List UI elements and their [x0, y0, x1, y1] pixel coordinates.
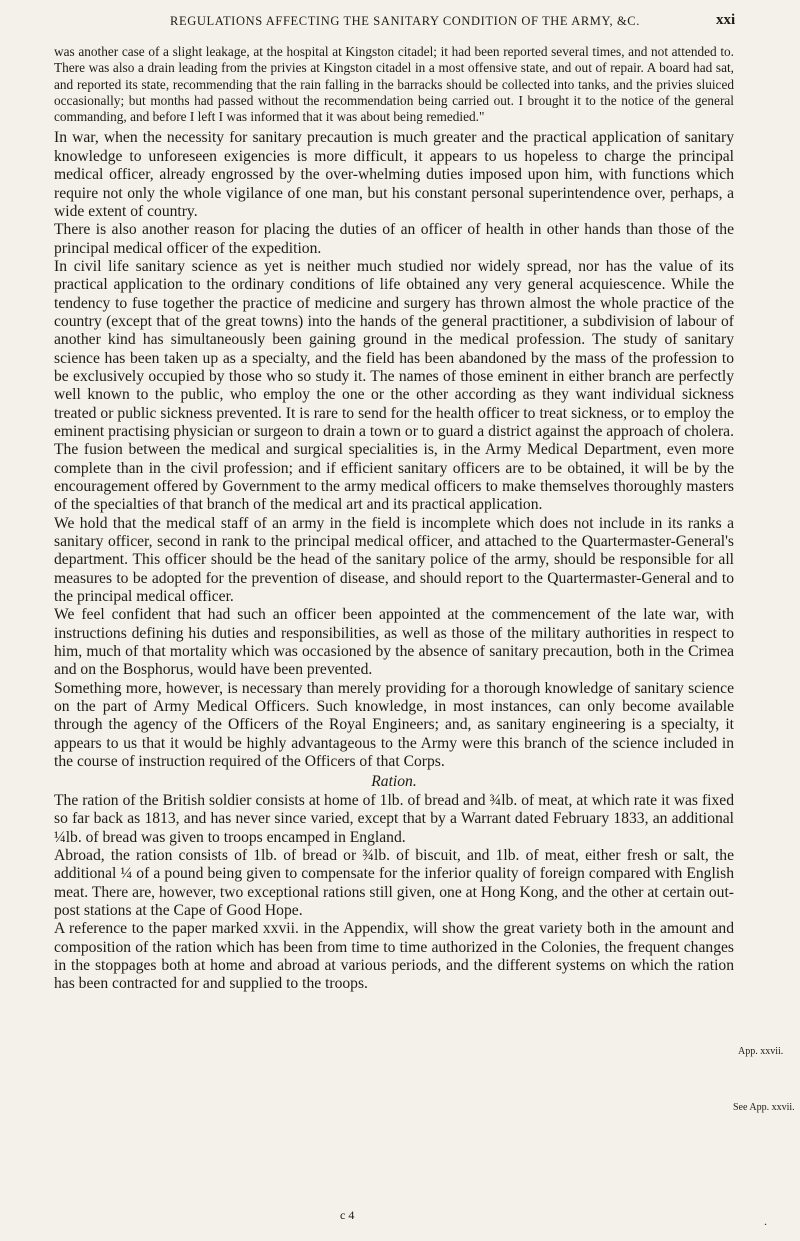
- paragraph-late-war: We feel confident that had such an officer been appointed at the commencement of the late war, with instructions defining his duties and responsibilities, as well as those of the military authorities in respect to him, much of that mortality which was occasioned by the absence of sanitary precaution, both in the Crimea and on the Bosphorus, would have been prevented.: [54, 606, 734, 679]
- stray-dot: .: [764, 1214, 767, 1228]
- paragraph-ration-home: The ration of the British soldier consists at home of 1lb. of bread and ¾lb. of meat, at which rate it was fixed so far back as 1813, and has never since varied, except that by a Warrant dated February 1833, an additional ¼lb. of bread was given to troops encamped in England.: [54, 791, 734, 846]
- margin-note-see-appendix: See App. xxvii.: [733, 1102, 795, 1113]
- margin-note-appendix: App. xxvii.: [738, 1046, 784, 1057]
- page-number: xxi: [716, 12, 736, 28]
- quoted-testimony: was another case of a slight leakage, at the hospital at Kingston citadel; it had been reported several times, and not attended to. There was also a drain leading from the privies at Kingston citadel in a most offensive state, and out of repair. A board had sat, and reported its state, recommending that the rain falling in the barracks should be collected into tanks, and the privies sluiced occasionally; but months had passed without the recommendation being carried out. I brought it to the notice of the general commanding, and before I left I was informed that it was about being remedied.": [54, 44, 734, 125]
- paragraph-fusion: The fusion between the medical and surgical specialities is, in the Army Medical Department, even more complete than in the civil profession; and if efficient sanitary officers are to be obtained, it will be by the encouragement offered by Government to the army medical officers to make themselves thoroughly masters of the specialties of that branch of the medical art and its practical application.: [54, 441, 734, 514]
- section-heading-ration: Ration.: [371, 772, 417, 790]
- paragraph-royal-engineers: Something more, however, is necessary than merely providing for a thorough knowledge of sanitary science on the part of Army Medical Officers. Such knowledge, in most instances, can only become available through the agency of the Officers of the Royal Engineers; and, as sanitary engineering is a specialty, it appears to us that it would be highly advantageous to the Army were this branch of the science included in the course of instruction required of the Officers of that Corps.: [54, 679, 734, 771]
- body-text: [54, 44, 734, 994]
- signature-mark: c 4: [340, 1208, 355, 1222]
- paragraph-ration-appendix: A reference to the paper marked xxvii. in the Appendix, will show the great variety both in the amount and composition of the ration which has been from time to time authorized in the Colonies, the frequent changes in the stoppages both at home and abroad at various periods, and the different systems on which the ration has been contracted for and supplied to the troops.: [54, 920, 734, 993]
- paragraph-medical-staff: We hold that the medical staff of an army in the field is incomplete which does not include in its ranks a sanitary officer, second in rank to the principal medical officer, and attached to the Quartermaster-General's department. This officer should be the head of the sanitary police of the army, should be responsible for all measures to be adopted for the prevention of disease, and should report to the Quartermaster-General and to the principal medical officer.: [54, 514, 734, 606]
- paragraph-civil-life: In civil life sanitary science as yet is neither much studied nor widely spread, nor has the value of its practical application to the ordinary conditions of life obtained any very general acquiescence. While the tendency to fuse together the practice of medicine and surgery has thrown almost the whole practice of the country (except that of the great towns) into the hands of the general practitioner, a subdivision of labour of another kind has simultaneously been gaining ground in the medical profession. The study of sanitary science has been taken up as a specialty, and the field has been abandoned by the mass of the profession to be exclusively occupied by those who so study it. The names of those eminent in either branch are perfectly well known to the public, who employ the one or the other according as they want individual sickness treated or public sickness prevented. It is rare to send for the health officer to treat sickness, or to employ the eminent practising physician or surgeon to drain a town or to guard a district against the approach of cholera.: [54, 257, 735, 440]
- running-title: REGULATIONS AFFECTING THE SANITARY CONDITION OF THE ARMY, &C.: [170, 14, 640, 28]
- paragraph-other-reason: There is also another reason for placing the duties of an officer of health in other hands than those of the principal medical officer of the expedition.: [54, 221, 734, 257]
- paragraph-ration-abroad: Abroad, the ration consists of 1lb. of bread or ¾lb. of biscuit, and 1lb. of meat, either fresh or salt, the additional ¼ of a pound being given to compensate for the inferior quality of foreign compared with English meat. There are, however, two exceptional rations still given, one at Hong Kong, and the other at certain out-post stations at the Cape of Good Hope.: [54, 846, 734, 919]
- paragraph-war-precaution: In war, when the necessity for sanitary precaution is much greater and the practical application of sanitary knowledge to unforeseen exigencies is more difficult, it appears to us hopeless to charge the principal medical officer, already engrossed by the over-whelming duties imposed upon him, with functions which require not only the whole vigilance of one man, but his constant personal superintendence over, perhaps, a wide extent of country.: [54, 129, 734, 220]
